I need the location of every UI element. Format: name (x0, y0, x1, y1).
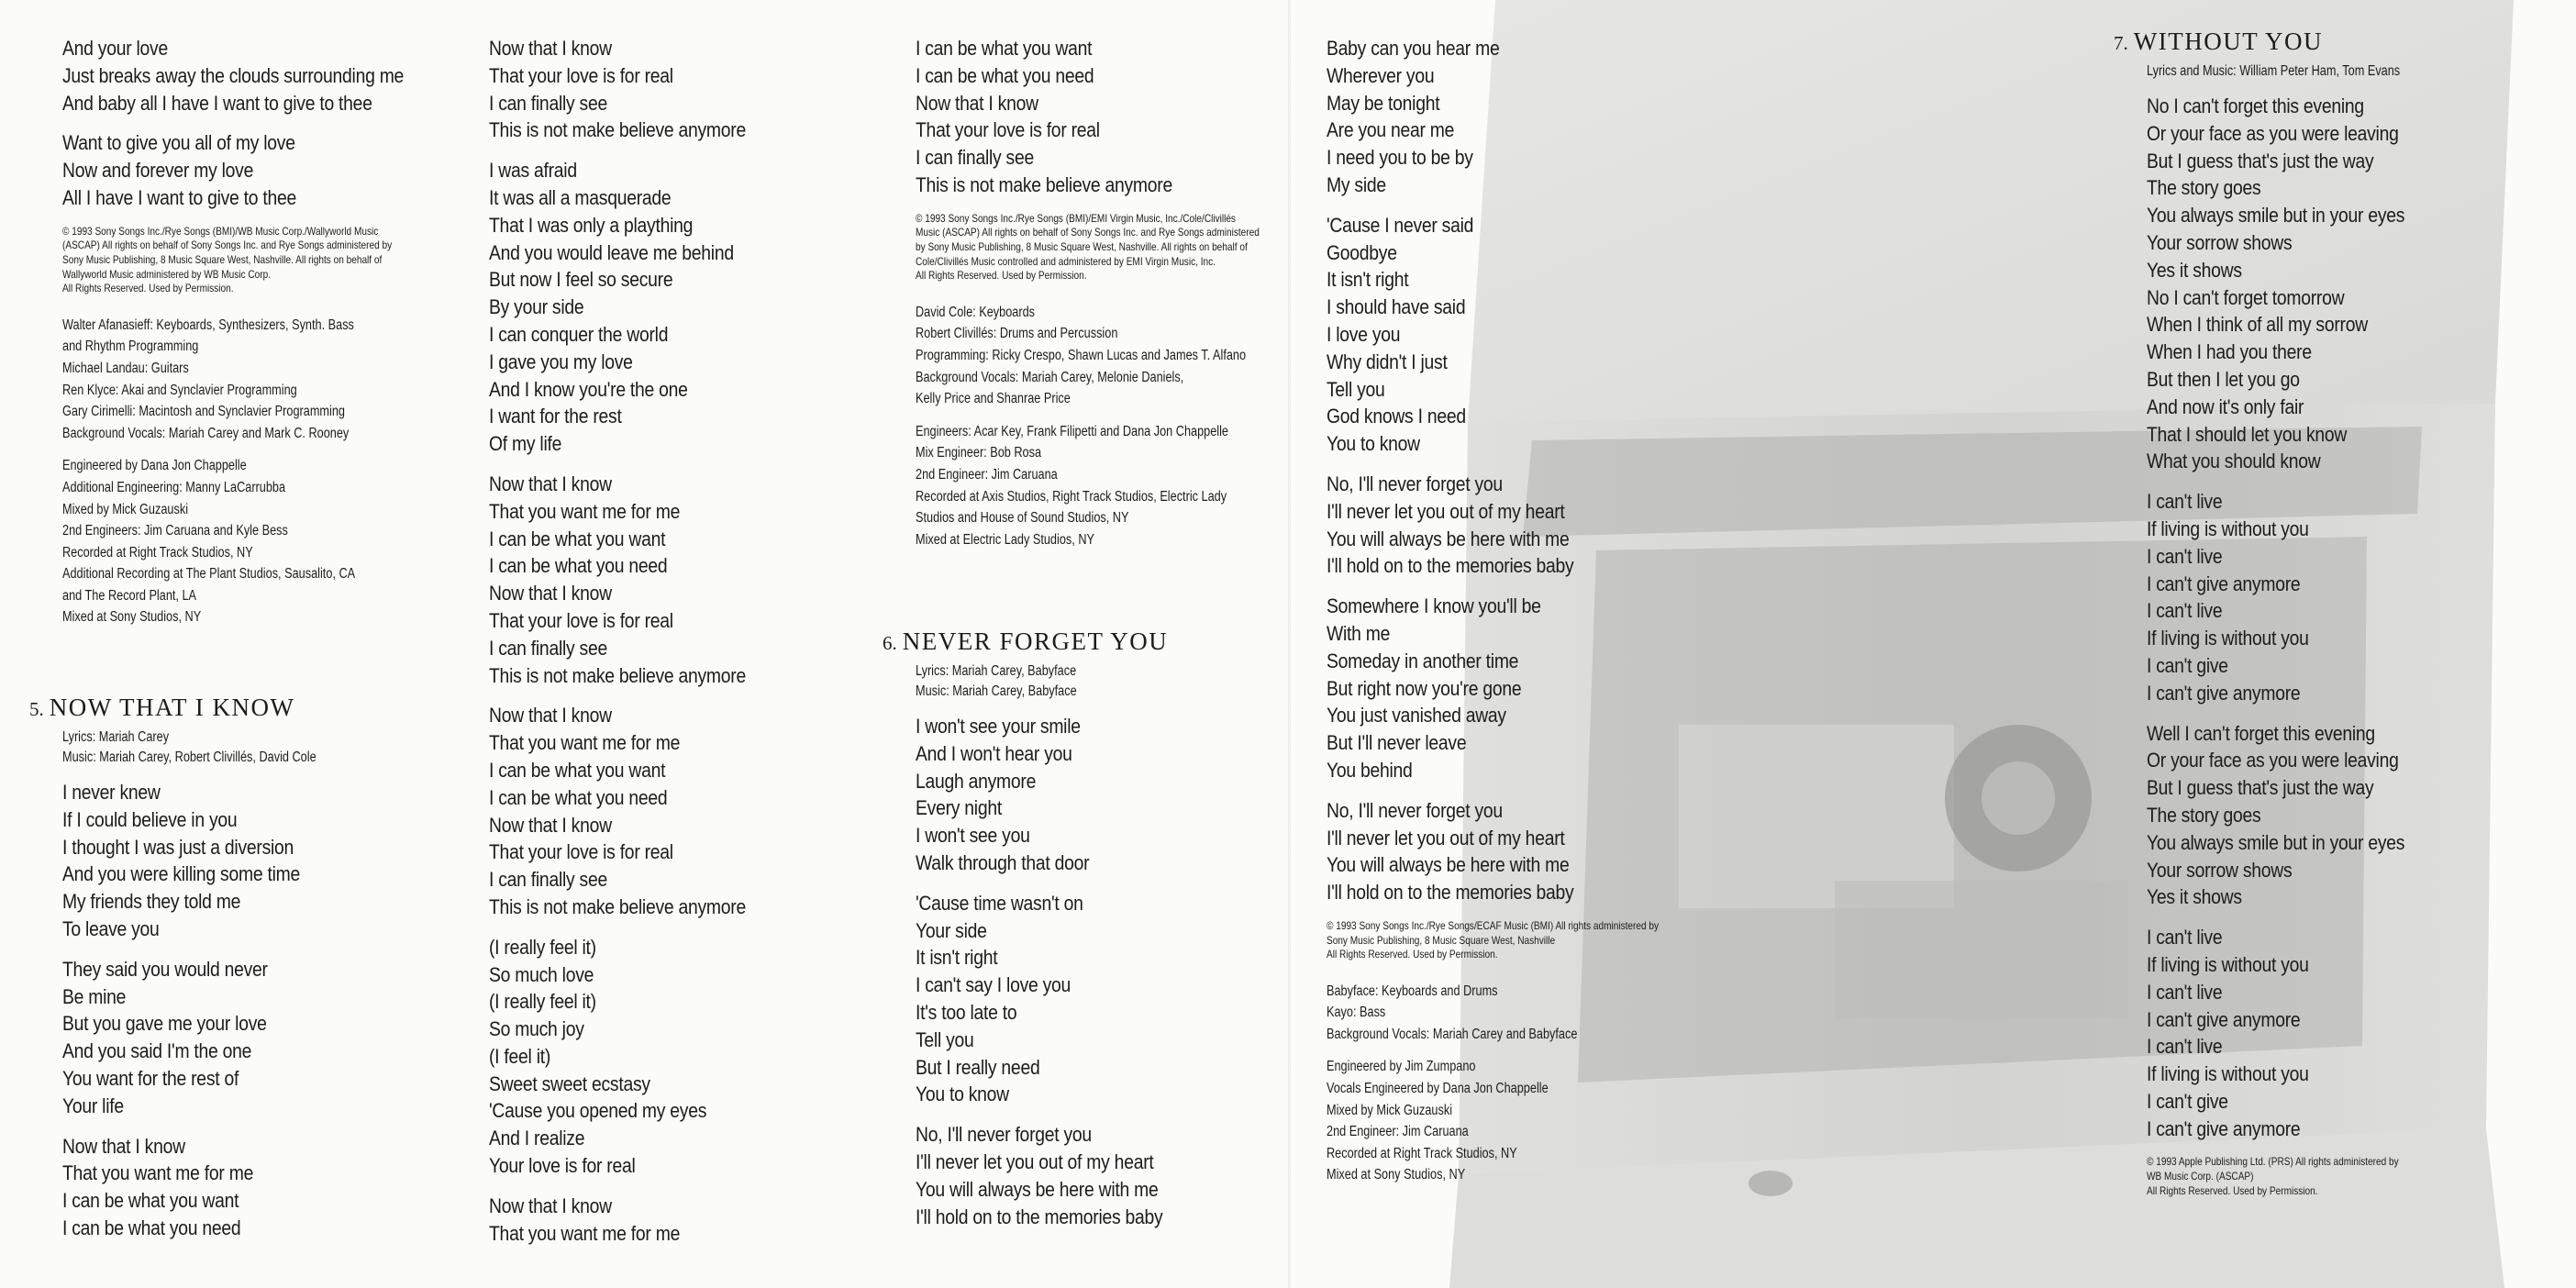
lyric-line: You will always be here with me (916, 1177, 1159, 1201)
lyric-line: Why didn't I just (1327, 350, 1448, 373)
credit-line: Studios and House of Sound Studios, NY (916, 510, 1129, 527)
credit-line: Walter Afanasieff: Keyboards, Synthesizers, Synth. Bass (62, 316, 354, 333)
lyric-line: I can't live (2147, 1035, 2223, 1059)
credit-line: Background Vocals: Mariah Carey and Mark C. Rooney (62, 425, 350, 441)
lyric-line: To leave you (62, 916, 160, 940)
lyric-line: And your love (62, 37, 168, 60)
lyric-line: You just vanished away (1327, 704, 1506, 727)
lyric-line: My friends they told me (62, 890, 241, 914)
credit-line: Recorded at Right Track Studios, NY (1327, 1145, 1517, 1161)
lyric-line: I love you (1327, 322, 1401, 346)
lyric-line: That you want me for me (62, 1161, 254, 1185)
credits-block (62, 315, 388, 628)
lyric-line: Of my life (489, 432, 562, 456)
song-credits (2147, 61, 2400, 82)
copyright-notice (1327, 919, 1659, 962)
song-number: 6. (883, 632, 897, 654)
credit-line: David Cole: Keyboards (916, 304, 1035, 320)
lyric-line: I can be what you want (489, 527, 666, 550)
credit-line: Music: Mariah Carey, Robert Clivillés, David Cole (62, 749, 316, 765)
copyright-line: Sony Music Publishing, 8 Music Square West, Nashville (1327, 933, 1556, 947)
stanza (62, 129, 404, 211)
lyric-line: But I really need (916, 1055, 1040, 1079)
lyric-line: By your side (489, 295, 584, 319)
lyric-line: I never knew (62, 781, 161, 804)
stanza (2147, 488, 2413, 706)
credit-line: Recorded at Axis Studios, Right Track Studios, Electric Lady (916, 488, 1227, 505)
lyric-line: I can't give anymore (2147, 1116, 2301, 1140)
lyric-line: Just breaks away the clouds surrounding me (62, 63, 405, 87)
song-number: 5. (29, 698, 44, 720)
lyric-line: I'll never let you out of my heart (916, 1149, 1154, 1173)
stanza (489, 702, 746, 920)
lyric-line: You will always be here with me (1327, 853, 1570, 877)
lyric-line: Goodbye (1327, 240, 1397, 264)
copyright-line: Wallyworld Music administered by WB Music Corp. (62, 267, 272, 281)
copyright-line: (ASCAP) All rights on behalf of Sony Songs Inc. and Rye Songs administered by (62, 239, 393, 252)
lyric-line: Or your face as you were leaving (2147, 749, 2399, 772)
lyric-line: Walk through that door (916, 850, 1090, 874)
copyright-line: © 1993 Apple Publishing Ltd. (PRS) All rights administered by (2147, 1155, 2399, 1169)
credit-line: 2nd Engineer: Jim Caruana (1327, 1124, 1469, 1140)
lyric-line: I can conquer the world (489, 322, 669, 346)
lyric-line: That you want me for me (489, 1221, 681, 1245)
copyright-line: Sony Music Publishing, 8 Music Square West, Nashville. All rights on behalf of (62, 252, 383, 266)
stanza (489, 35, 746, 144)
lyric-line: That your love is for real (489, 608, 673, 632)
song-7 (2114, 28, 2456, 1198)
credit-line: Ren Klyce: Akai and Synclavier Programming (62, 382, 297, 398)
lyric-line: And I know you're the one (489, 377, 688, 401)
copyright-line: Cole/Clivillés Music controlled and administered by EMI Virgin Music, Inc. (916, 254, 1216, 268)
lyric-line: Baby can you hear me (1327, 37, 1500, 60)
lyric-line: I can't give (2147, 653, 2228, 677)
song-credits (916, 661, 1151, 702)
lyric-line: The story goes (2147, 803, 2261, 827)
credit-line: Babyface: Keyboards and Drums (1327, 983, 1498, 999)
lyric-line: I can't give (2147, 1089, 2228, 1113)
lyric-line: I'll hold on to the memories baby (1327, 881, 1574, 905)
credit-line: Mix Engineer: Bob Rosa (916, 445, 1042, 461)
lyric-line: You always smile but in your eyes (2147, 204, 2405, 228)
song-title (29, 694, 372, 722)
lyric-line: You will always be here with me (1327, 527, 1570, 550)
credit-line: Michael Landau: Guitars (62, 360, 189, 376)
lyric-line: No, I'll never forget you (916, 1123, 1092, 1147)
stanza (62, 35, 404, 117)
lyric-line: Your side (916, 918, 987, 942)
lyric-line: I can be what you want (916, 37, 1093, 60)
lyric-line: Yes it shows (2147, 885, 2242, 909)
lyric-line: I need you to be by (1327, 146, 1473, 170)
stanza (62, 956, 328, 1120)
lyric-line: I gave you my love (489, 350, 633, 373)
lyric-line: You behind (1327, 758, 1413, 782)
copyright-line: © 1993 Sony Songs Inc./Rye Songs (BMI)/WB Music Corp./Wallyworld Music (62, 224, 379, 238)
lyric-line: I'll hold on to the memories baby (916, 1205, 1163, 1228)
credit-line: Additional Engineering: Manny LaCarrubba (62, 479, 286, 495)
lyric-line: It was all a masquerade (489, 185, 672, 209)
credit-line: Lyrics: Mariah Carey (62, 729, 170, 745)
lyric-line: And you were killing some time (62, 862, 300, 886)
lyric-line: Want to give you all of my love (62, 131, 295, 155)
lyric-line: That your love is for real (489, 840, 673, 864)
credit-line: 2nd Engineer: Jim Caruana (916, 466, 1058, 483)
song-title-text: WITHOUT YOU (2133, 28, 2323, 55)
song-title (2114, 28, 2456, 56)
credit-line: Mixed at Sony Studios, NY (62, 609, 202, 626)
stanza (916, 890, 1162, 1108)
lyric-line: Somewhere I know you'll be (1327, 594, 1541, 618)
lyric-line: With me (1327, 621, 1391, 645)
credits-block (916, 302, 1251, 551)
lyric-line: I can't give anymore (2147, 681, 2301, 705)
lyric-line: But I'll never leave (1327, 731, 1467, 755)
lyric-line: Now that I know (489, 1194, 612, 1217)
lyric-line: And I won't hear you (916, 741, 1072, 765)
lyric-line: I can't live (2147, 544, 2223, 568)
stanza (62, 779, 328, 943)
copyright-line: Music (ASCAP) All rights on behalf of Sony Songs Inc. and Rye Songs administered (916, 226, 1260, 239)
copyright-line: © 1993 Sony Songs Inc./Rye Songs/ECAF Music (BMI) All rights administered by (1327, 918, 1660, 932)
lyric-line: It isn't right (916, 946, 998, 970)
credit-line: Kelly Price and Shanrae Price (916, 391, 1071, 407)
stanza (2147, 720, 2413, 912)
lyric-line: What you should know (2147, 450, 2321, 473)
stanza (1327, 797, 1667, 906)
song-title (883, 627, 1203, 656)
credit-line: Gary Cirimelli: Macintosh and Synclavier Programming (62, 404, 345, 420)
copyright-line: All Rights Reserved. Used by Permission. (62, 282, 234, 295)
copyright-line: by Sony Music Publishing, 8 Music Square West, Nashville. All rights on behalf of (916, 239, 1248, 253)
song-credits (62, 727, 316, 768)
lyric-line: And you said I'm the one (62, 1039, 252, 1063)
lyric-line: Or your face as you were leaving (2147, 121, 2399, 145)
lyric-line: Now that I know (489, 582, 612, 605)
stanza (1327, 471, 1667, 580)
credit-line: Engineers: Acar Key, Frank Filipetti and Dana Jon Chappelle (916, 423, 1229, 439)
lyric-line: Your life (62, 1094, 124, 1117)
lyric-line: Be mine (62, 984, 127, 1008)
copyright-notice (916, 212, 1260, 283)
lyric-line: I'll hold on to the memories baby (1327, 554, 1574, 578)
lyric-line: But now I feel so secure (489, 268, 673, 292)
lyric-line: And you would leave me behind (489, 240, 734, 264)
song-title-text: NEVER FORGET YOU (902, 627, 1169, 655)
lyric-line: I can't say I love you (916, 973, 1071, 997)
lyric-line: 'Cause you opened my eyes (489, 1099, 707, 1123)
lyric-line: I can't live (2147, 926, 2223, 949)
stanza (489, 1193, 746, 1248)
lyric-line: I want for the rest (489, 405, 622, 428)
lyric-line: I can be what you need (916, 63, 1094, 87)
lyric-line: But then I let you go (2147, 367, 2300, 391)
credit-line: Lyrics: Mariah Carey, Babyface (916, 663, 1077, 679)
lyric-line: But you gave me your love (62, 1012, 267, 1036)
lyric-line: Sweet sweet ecstasy (489, 1071, 650, 1095)
lyric-line: You always smile but in your eyes (2147, 830, 2405, 854)
lyric-line: Yes it shows (2147, 258, 2242, 282)
credit-line: Additional Recording at The Plant Studios, Sausalito, CA (62, 566, 356, 583)
lyric-line: I can't give anymore (2147, 1007, 2301, 1031)
lyric-line: That you want me for me (489, 499, 681, 523)
lyric-line: Tell you (916, 1027, 974, 1051)
stanza (62, 1133, 328, 1242)
copyright-line: WB Music Corp. (ASCAP) (2147, 1170, 2254, 1183)
lyric-line: I can't live (2147, 490, 2223, 514)
lyric-line: This is not make believe anymore (489, 663, 746, 687)
song-title-text: NOW THAT I KNOW (49, 694, 295, 721)
stanza (1327, 212, 1667, 458)
copyright-notice (2147, 1155, 2406, 1198)
credits-group (1327, 1056, 1650, 1186)
copyright-line: All Rights Reserved. Used by Permission. (1327, 948, 1498, 961)
lyric-line: So much joy (489, 1017, 584, 1041)
stanza (489, 157, 746, 458)
lyric-line: If living is without you (2147, 627, 2309, 650)
credit-line: Kayo: Bass (1327, 1005, 1386, 1021)
lyric-line: Your sorrow shows (2147, 858, 2293, 882)
lyric-line: Now and forever my love (62, 159, 254, 183)
lyric-line: Laugh anymore (916, 769, 1037, 793)
column-3 (883, 35, 1325, 1228)
lyric-line: God knows I need (1327, 405, 1466, 428)
lyric-line: No, I'll never forget you (1327, 798, 1503, 822)
credit-line: Robert Clivillés: Drums and Percussion (916, 326, 1118, 342)
lyric-line: I can't live (2147, 599, 2223, 623)
credit-line: Programming: Ricky Crespo, Shawn Lucas and James T. Alfano (916, 347, 1247, 363)
column-4 (1327, 35, 1722, 1197)
lyric-line: I won't see you (916, 824, 1030, 848)
lyric-line: That your love is for real (916, 118, 1100, 142)
lyric-line: If living is without you (2147, 516, 2309, 540)
lyric-line: No, I'll never forget you (1327, 472, 1503, 495)
credits-group (916, 421, 1251, 551)
credit-line: Mixed by Mick Guzauski (62, 501, 189, 517)
lyric-line: You to know (1327, 432, 1420, 456)
lyric-line: I won't see your smile (916, 715, 1081, 738)
lyric-line: That you want me for me (489, 731, 681, 755)
lyric-line: But right now you're gone (1327, 676, 1522, 700)
credit-line: Lyrics and Music: William Peter Ham, Tom Evans (2147, 63, 2401, 79)
lyric-line: I can be what you need (489, 785, 668, 809)
lyric-line: May be tonight (1327, 91, 1440, 115)
lyric-line: Tell you (1327, 377, 1385, 401)
lyric-line: I'll never let you out of my heart (1327, 499, 1565, 523)
lyric-line: That I should let you know (2147, 422, 2348, 446)
lyric-line: This is not make believe anymore (916, 172, 1172, 196)
lyric-line: I can finally see (489, 91, 607, 115)
lyric-line: Now that I know (62, 1134, 185, 1158)
lyric-line: If living is without you (2147, 952, 2309, 976)
stanza (489, 934, 746, 1180)
lyric-line: I can finally see (489, 636, 607, 660)
credit-line: Music: Mariah Carey, Babyface (916, 683, 1077, 699)
lyric-line: If I could believe in you (62, 807, 238, 831)
lyric-line: When I had you there (2147, 340, 2312, 364)
song-lyrics (916, 713, 1162, 1230)
lyric-line: That I was only a plaything (489, 213, 694, 237)
lyric-line: Wherever you (1327, 63, 1435, 87)
lyric-line: This is not make believe anymore (489, 118, 746, 142)
lyric-line: 'Cause time wasn't on (916, 891, 1083, 915)
stanza (1327, 35, 1667, 199)
song-number: 7. (2114, 32, 2128, 54)
credits-group (62, 315, 388, 445)
song-lyrics (62, 779, 328, 1242)
credit-line: 2nd Engineers: Jim Caruana and Kyle Bess (62, 523, 288, 539)
lyric-line: When I think of all my sorrow (2147, 313, 2368, 337)
credits-group (1327, 981, 1650, 1046)
song-lyrics (2147, 93, 2413, 1142)
credit-line: Vocals Engineered by Dana Jon Chappelle (1327, 1081, 1549, 1097)
stanza (1327, 593, 1667, 784)
stanza (916, 35, 1268, 199)
lyric-line: No I can't forget this evening (2147, 94, 2364, 117)
lyric-line: Now that I know (489, 472, 612, 495)
credit-line: and Rhythm Programming (62, 339, 199, 355)
lyric-line: I can't live (2147, 980, 2223, 1004)
copyright-notice (62, 225, 395, 296)
lyric-line: That your love is for real (489, 63, 673, 87)
credits-group (916, 302, 1251, 410)
credit-line: Mixed by Mick Guzauski (1327, 1102, 1453, 1118)
lyric-line: Your love is for real (489, 1154, 636, 1178)
lyric-line: And I realize (489, 1127, 585, 1150)
lyric-line: No I can't forget tomorrow (2147, 285, 2345, 309)
lyric-line: This is not make believe anymore (489, 894, 746, 918)
lyric-line: I can finally see (489, 868, 607, 892)
stanza (2147, 924, 2413, 1142)
credit-line: Mixed at Electric Lady Studios, NY (916, 531, 1094, 548)
lyric-line: If living is without you (2147, 1062, 2309, 1086)
stanza (489, 471, 746, 689)
lyric-line: But I guess that's just the way (2147, 776, 2374, 800)
lyric-line: I can be what you need (62, 1216, 241, 1239)
credit-line: Recorded at Right Track Studios, NY (62, 544, 253, 561)
lyric-line: I can finally see (916, 146, 1034, 170)
lyric-line: So much love (489, 962, 594, 986)
lyric-line: I can be what you want (62, 1189, 239, 1213)
lyric-line: Someday in another time (1327, 649, 1519, 672)
lyric-line: Are you near me (1327, 118, 1455, 142)
lyric-line: Now that I know (489, 704, 612, 727)
stanza (916, 1121, 1162, 1230)
lyric-line: Now that I know (489, 813, 612, 837)
lyric-line: But I guess that's just the way (2147, 149, 2374, 172)
copyright-line: All Rights Reserved. Used by Permission. (916, 269, 1087, 283)
lyric-line: I'll never let you out of my heart (1327, 826, 1565, 849)
lyric-line: Now that I know (916, 91, 1038, 115)
credits-block (1327, 981, 1650, 1186)
lyrics-block (916, 35, 1268, 199)
lyric-line: And baby all I have I want to give to thee (62, 91, 372, 115)
lyric-line: Well I can't forget this evening (2147, 721, 2375, 745)
lyric-line: My side (1327, 172, 1386, 196)
lyric-line: 'Cause I never said (1327, 213, 1474, 237)
stanza (2147, 93, 2413, 475)
credit-line: Mixed at Sony Studios, NY (1327, 1167, 1466, 1183)
lyric-line: I should have said (1327, 295, 1466, 319)
song-6 (883, 615, 1203, 1243)
lyric-line: It's too late to (916, 1000, 1017, 1024)
lyrics-block (62, 35, 404, 212)
lyric-line: I thought I was just a diversion (62, 835, 294, 859)
lyrics-block (489, 35, 746, 1247)
credit-line: Background Vocals: Mariah Carey, Melonie Daniels, (916, 369, 1184, 385)
lyric-line: And now it's only fair (2147, 394, 2304, 418)
lyric-line: Every night (916, 796, 1002, 820)
lyric-line: You to know (916, 1083, 1009, 1106)
lyric-line: (I really feel it) (489, 990, 596, 1014)
lyric-line: I can't give anymore (2147, 572, 2301, 595)
song-5 (29, 681, 372, 1255)
lyric-line: The story goes (2147, 176, 2261, 200)
copyright-line: All Rights Reserved. Used by Permission. (2147, 1183, 2318, 1197)
lyric-line: I can be what you need (489, 554, 668, 578)
lyric-line: (I feel it) (489, 1044, 551, 1068)
lyrics-block (1327, 35, 1667, 906)
column-5 (2114, 28, 2456, 1216)
lyric-line: I was afraid (489, 159, 577, 183)
credit-line: and The Record Plant, LA (62, 587, 197, 604)
lyric-line: They said you would never (62, 957, 268, 981)
column-1 (29, 35, 460, 1239)
lyric-line: I can be what you want (489, 758, 666, 782)
lyric-line: You want for the rest of (62, 1066, 239, 1090)
copyright-line: © 1993 Sony Songs Inc./Rye Songs (BMI)/EMI Virgin Music, Inc./Cole/Clivillés (916, 211, 1236, 225)
lyric-line: All I have I want to give to thee (62, 185, 297, 209)
credit-line: Engineered by Dana Jon Chappelle (62, 458, 247, 474)
lyric-line: (I really feel it) (489, 935, 596, 959)
column-2 (489, 35, 788, 1260)
credit-line: Background Vocals: Mariah Carey and Babyface (1327, 1026, 1578, 1042)
stanza (916, 713, 1162, 877)
credits-group (62, 455, 388, 628)
lyric-line: Your sorrow shows (2147, 230, 2293, 254)
credit-line: Engineered by Jim Zumpano (1327, 1059, 1476, 1075)
lyric-line: It isn't right (1327, 268, 1409, 292)
lyric-line: Now that I know (489, 37, 612, 60)
